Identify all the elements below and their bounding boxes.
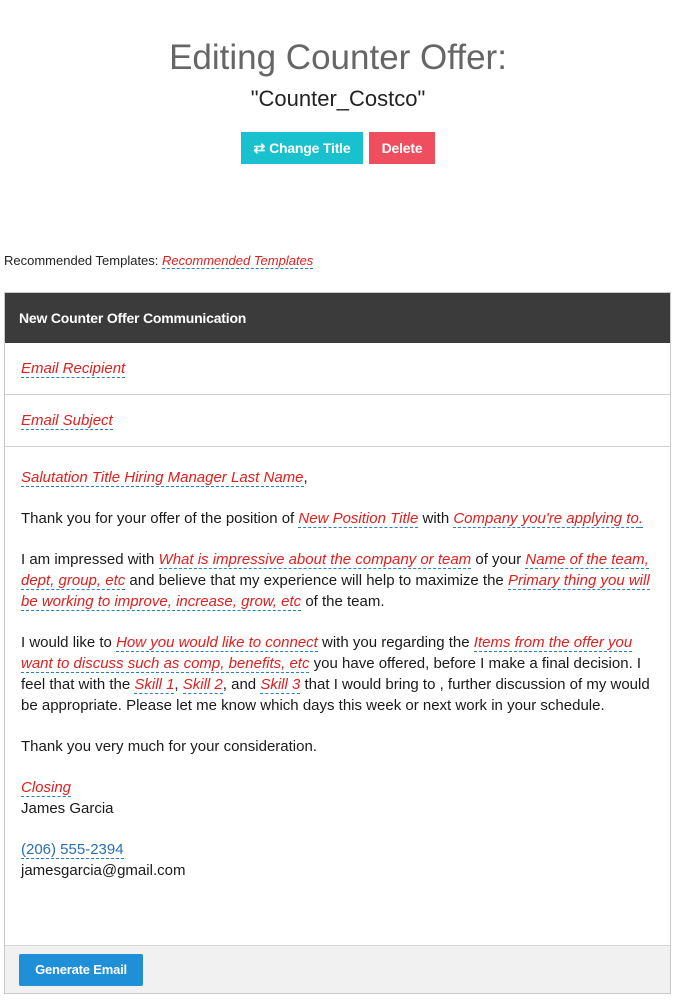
recommended-templates-label: Recommended Templates:: [4, 253, 159, 268]
primary-goal-field[interactable]: Primary thing you will be working to improve, increase, grow, etc: [21, 572, 650, 610]
paragraph-offer: [21, 508, 654, 529]
skill-1-field[interactable]: Skill 1: [134, 676, 175, 693]
position-title-field[interactable]: New Position Title: [298, 510, 419, 527]
text: you have offered, before I make a final decision. I feel that with the: [21, 655, 642, 693]
paragraph-thanks: Thank you very much for your consideration.: [21, 738, 317, 755]
swap-arrows-icon: ⇄: [253, 139, 266, 156]
subject-row: [5, 395, 670, 447]
email-body: [5, 447, 670, 881]
header-actions: [0, 132, 676, 164]
phone-line: [21, 839, 654, 860]
text: with: [422, 510, 450, 527]
offer-items-field[interactable]: Items from the offer you want to discuss such as comp, benefits, etc: [21, 634, 633, 672]
text: I am impressed with: [21, 551, 155, 568]
email-panel: [4, 292, 671, 994]
company-field-period: .: [638, 510, 643, 527]
text: I would like to: [21, 634, 112, 651]
page-header: [0, 0, 676, 164]
text: and: [231, 676, 257, 693]
company-field[interactable]: Company you're applying to: [453, 510, 639, 527]
skill-3-field[interactable]: Skill 3: [260, 676, 301, 693]
generate-email-button[interactable]: Generate Email: [19, 954, 143, 986]
text: Thank you for your offer of the position of: [21, 510, 295, 527]
phone-link[interactable]: (206) 555-2394: [21, 841, 124, 858]
panel-title: New Counter Offer Communication: [5, 293, 670, 343]
text: of the team.: [305, 593, 385, 610]
skill-2-field[interactable]: Skill 2: [182, 676, 223, 693]
recipient-row: [5, 343, 670, 395]
salutation-line: Salutation Title Hiring Manager Last Name,: [21, 469, 308, 486]
team-name-field[interactable]: Name of the team, dept, group, etc: [21, 551, 649, 589]
recommended-templates-row: [4, 253, 313, 268]
sender-name: James Garcia: [21, 800, 114, 817]
text: with you regarding the: [322, 634, 470, 651]
change-title-label: Change Title: [269, 140, 351, 156]
text: and believe that my experience will help to maximize the: [129, 572, 504, 589]
offer-name: "Counter_Costco": [250, 86, 426, 111]
connect-method-field[interactable]: How you would like to connect: [116, 634, 318, 651]
recommended-templates-link[interactable]: Recommended Templates: [162, 253, 314, 268]
impressive-field[interactable]: What is impressive about the company or team: [158, 551, 472, 568]
page-title: Editing Counter Offer:: [169, 38, 507, 77]
email-recipient-field[interactable]: Email Recipient: [21, 359, 126, 377]
panel-footer: [5, 945, 670, 993]
paragraph-connect: I would like to How you would like to connect with you regarding the Items from the offer you want to discuss such as comp, benefits, etc you have offered, before I make a final decision. I feel that with the Skill 1, Skill 2, and Skill 3 that I would bring to , further discussion of my would be appropriate. Please let me know which days this week or next work in your schedule.: [21, 634, 650, 714]
email-subject-field[interactable]: Email Subject: [21, 411, 113, 429]
sender-email: jamesgarcia@gmail.com: [21, 862, 186, 879]
salutation-field[interactable]: Salutation Title Hiring Manager Last Name: [21, 469, 304, 486]
paragraph-impressed: [21, 549, 654, 612]
text: that I would bring to , further discussion of my would be appropriate. Please let me know which days this week or next work in your schedule.: [21, 676, 650, 714]
change-title-button[interactable]: [241, 132, 363, 164]
text: of your: [475, 551, 522, 568]
closing-line: [21, 777, 654, 798]
closing-field[interactable]: Closing: [21, 779, 72, 796]
delete-button[interactable]: Delete: [369, 132, 435, 164]
